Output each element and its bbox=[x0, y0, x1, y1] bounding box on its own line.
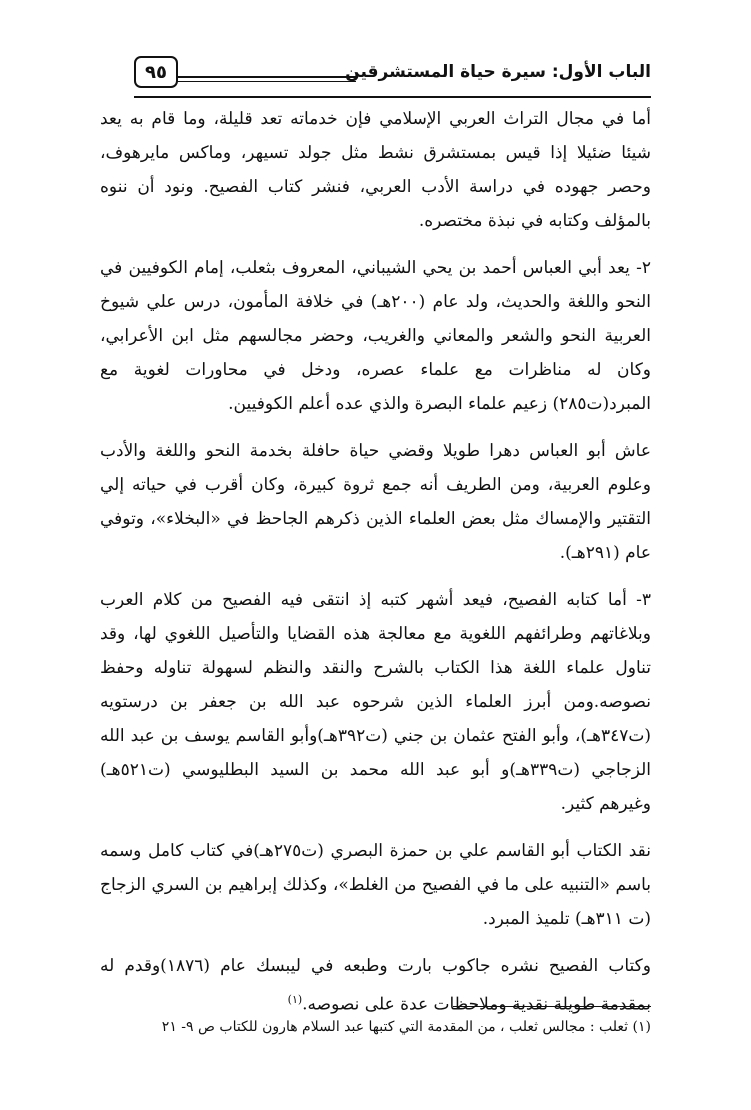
paragraph-with-note bbox=[100, 949, 651, 1022]
paragraph: وكتاب الفصيح نشره جاكوب بارت وطبعه في ليبسك عام (١٨٧٦)وقدم له بمقدمة طويلة نقدية وملاحظات عدة على نصوصه. bbox=[100, 956, 651, 1015]
paragraph: عاش أبو العباس دهرا طويلا وقضي حياة حافلة بخدمة النحو واللغة والأدب وعلوم العربية، ومن الطريف أنه جمع ثروة كبيرة، وكان أقرب في حياته إلي التقتير والإمساك مثل بعض العلماء الذين ذكرهم الجاحظ في «البخلاء»، وتوفي عام (٢٩١هـ). bbox=[100, 441, 651, 563]
body-text bbox=[100, 102, 651, 1035]
footnote: (١) ثعلب : مجالس ثعلب ، من المقدمة التي كتبها عبد السلام هارون للكتاب ص ٩- ٢١ bbox=[161, 1019, 651, 1035]
running-title: الباب الأول: سيرة حياة المستشرقين bbox=[345, 62, 651, 82]
page-number: ٩٥ bbox=[134, 56, 178, 88]
paragraph: نقد الكتاب أبو القاسم علي بن حمزة البصري (ت٢٧٥هـ)في كتاب كامل وسمه باسم «التنبيه على ما في الفصيح من الغلط»، وكذلك إبراهيم بن السري الزجاج (ت ٣١١هـ) تلميذ المبرد. bbox=[100, 841, 651, 929]
page-header bbox=[98, 56, 651, 100]
header-rule bbox=[176, 76, 356, 82]
footnote-marker: (١) bbox=[287, 993, 303, 1006]
footnote-rule bbox=[453, 1006, 651, 1007]
paragraph: أما في مجال التراث العربي الإسلامي فإن خدماته تعد قليلة، وما قام به يعد شيئا ضئيلا إذا قيس بمستشرق نشط مثل جولد تسيهر، وماكس مايرهوف، وحصر جهوده في دراسة الأدب العربي، فنشر كتاب الفصيح. ونود أن ننوه بالمؤلف وكتابه في نبذة مختصره. bbox=[100, 109, 651, 231]
paragraph: ٢- يعد أبي العباس أحمد بن يحي الشيباني، المعروف بثعلب، إمام الكوفيين في النحو واللغة والحديث، ولد عام (٢٠٠هـ) في خلافة المأمون، درس علي شيوخ العربية النحو والشعر والمعاني والغريب، وحضر مجالسهم مثل ابن الأعرابي، وكان له مناظرات مع علماء عصره، ودخل في محاورات لغوية مع المبرد(ت٢٨٥) زعيم علماء البصرة والذي عده أعلم الكوفيين. bbox=[100, 258, 652, 414]
header-divider bbox=[134, 96, 651, 98]
paragraph: ٣- أما كتابه الفصيح، فيعد أشهر كتبه إذ انتقى فيه الفصيح من كلام العرب وبلاغاتهم وطرائفهم اللغوية مع معالجة هذه القضايا والتأصيل اللغوي لها، وقد تناول علماء اللغة هذا الكتاب بالشرح والنقد والنظم لسهولة تناوله وحفظ نصوصه.ومن أبرز العلماء الذين شرحوه عبد الله بن جعفر بن درستويه (ت٣٤٧هـ)، وأبو الفتح عثمان بن جني (ت٣٩٢هـ)وأبو القاسم يوسف بن عبد الله الزجاجي (ت٣٣٩هـ)و أبو عبد الله محمد بن السيد البطليوسي (ت٥٢١هـ) وغيرهم كثير. bbox=[100, 590, 652, 814]
